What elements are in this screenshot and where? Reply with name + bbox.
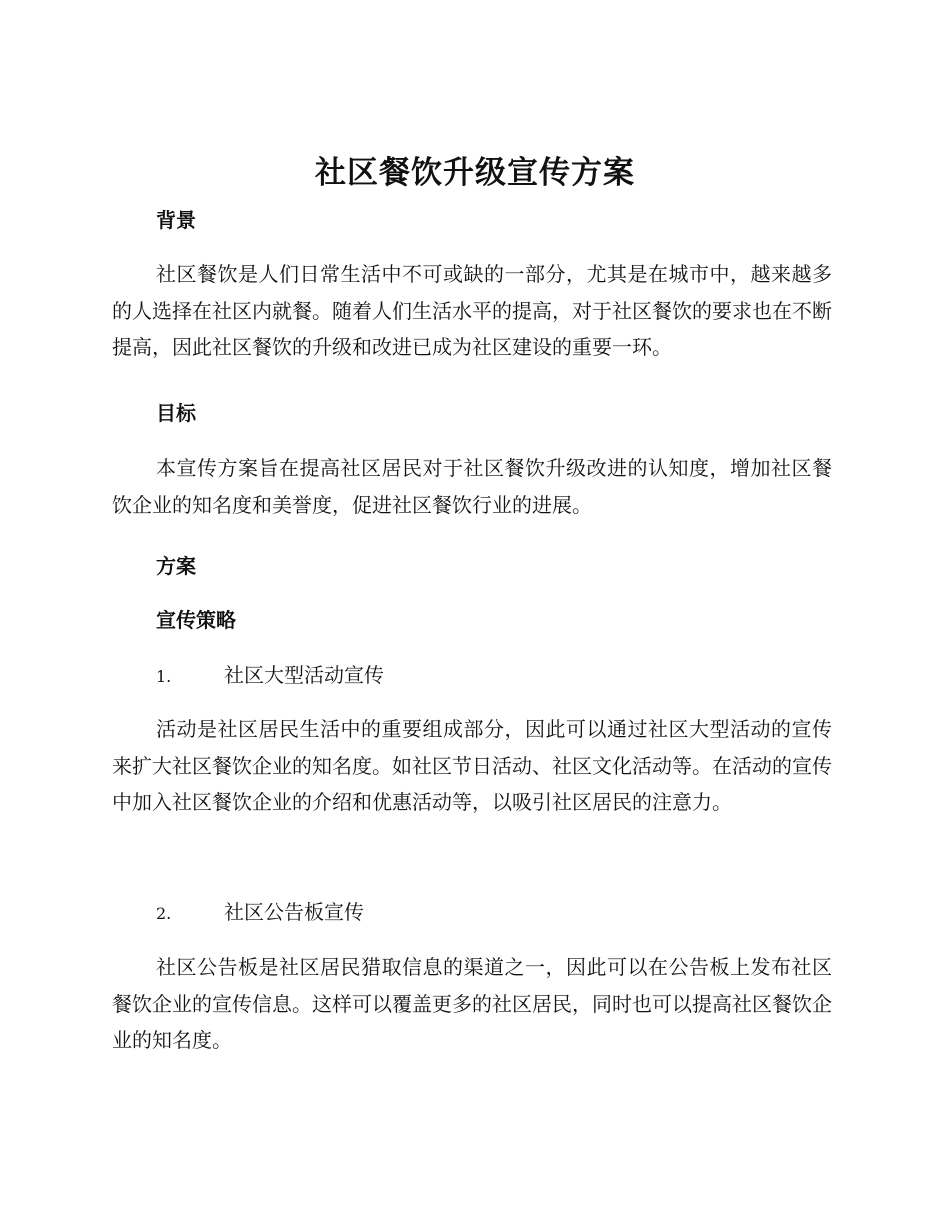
strategy-item-1-title: [156, 660, 384, 692]
goal-paragraph: 本宣传方案旨在提高社区居民对于社区餐饮升级改进的认知度，增加社区餐饮企业的知名度和美誉度，促进社区餐饮行业的进展。: [112, 456, 832, 517]
list-number: 1.: [156, 667, 172, 686]
strategy-item-1-paragraph: 活动是社区居民生活中的重要组成部分，因此可以通过社区大型活动的宣传来扩大社区餐饮企业的知名度。如社区节日活动、社区文化活动等。在活动的宣传中加入社区餐饮企业的介绍和优惠活动等，以吸引社区居民的注意力。: [112, 717, 832, 814]
section-heading-plan: 方案: [156, 554, 196, 578]
section-heading-goal: 目标: [156, 401, 196, 425]
strategy-item-2-paragraph: 社区公告板是社区居民猎取信息的渠道之一，因此可以在公告板上发布社区餐饮企业的宣传信息。这样可以覆盖更多的社区居民，同时也可以提高社区餐饮企业的知名度。: [112, 955, 832, 1052]
list-item-title: 社区公告板宣传: [224, 900, 364, 924]
document-title: 社区餐饮升级宣传方案: [315, 155, 635, 191]
list-number: 2.: [156, 904, 172, 923]
background-paragraph: 社区餐饮是人们日常生活中不可或缺的一部分，尤其是在城市中，越来越多的人选择在社区内就餐。随着人们生活水平的提高，对于社区餐饮的要求也在不断提高，因此社区餐饮的升级和改进已成为社区建设的重要一环。: [112, 262, 832, 359]
list-item-title: 社区大型活动宣传: [224, 663, 384, 687]
strategy-item-2-title: [156, 897, 364, 929]
section-heading-strategy: 宣传策略: [156, 608, 236, 632]
section-heading-background: 背景: [156, 208, 196, 232]
